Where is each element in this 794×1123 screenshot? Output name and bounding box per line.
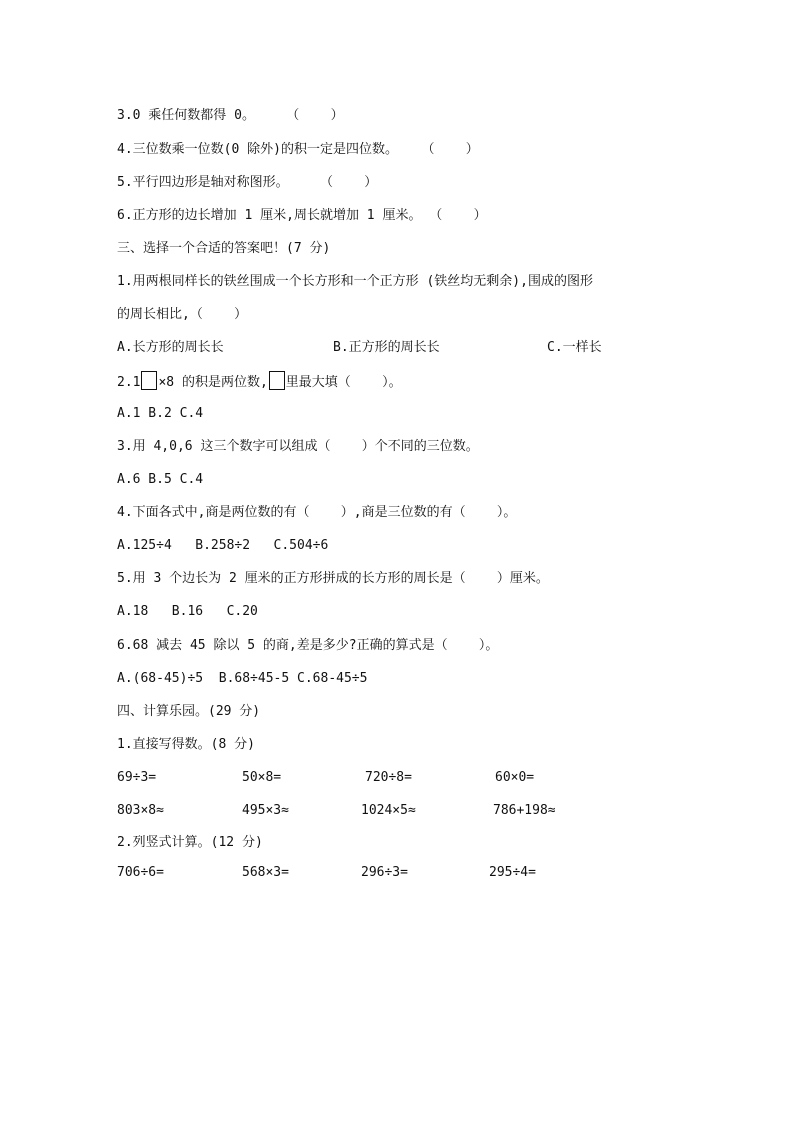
choice-5-options: A.18 B.16 C.20 (117, 604, 258, 619)
choice-1-option-a: A.长方形的周长长 (117, 340, 224, 355)
choice-question-1-line-1: 1.用两根同样长的铁丝围成一个长方形和一个正方形 (铁丝均无剩余),围成的图形 (117, 274, 593, 289)
part-1-title: 1.直接写得数。(8 分) (117, 737, 255, 752)
oral-calc-item: 720÷8= (365, 770, 412, 785)
judge-question-3: 3.0 乘任何数都得 0。 （ ） (117, 108, 344, 123)
choice-question-6: 6.68 减去 45 除以 5 的商,差是多少?正确的算式是（ ）。 (117, 638, 499, 653)
judge-question-6: 6.正方形的边长增加 1 厘米,周长就增加 1 厘米。 （ ） (117, 208, 487, 223)
estimate-item: 786+198≈ (493, 803, 556, 818)
judge-question-5: 5.平行四边形是轴对称图形。 （ ） (117, 175, 378, 190)
q2-middle: ×8 的积是两位数, (158, 375, 268, 390)
choice-question-1-line-2: 的周长相比,（ ） (117, 307, 248, 322)
part-2-title: 2.列竖式计算。(12 分) (117, 835, 263, 850)
choice-question-5: 5.用 3 个边长为 2 厘米的正方形拼成的长方形的周长是（ ）厘米。 (117, 571, 549, 586)
q2-suffix: 里最大填（ ）。 (285, 375, 402, 390)
choice-1-option-b: B.正方形的周长长 (333, 340, 440, 355)
vertical-calc-item: 706÷6= (117, 865, 164, 880)
vertical-calc-item: 568×3= (242, 865, 289, 880)
choice-question-2 (117, 371, 402, 391)
choice-1-option-c: C.一样长 (547, 340, 602, 355)
section-4-title: 四、计算乐园。(29 分) (117, 704, 261, 719)
oral-calc-item: 50×8= (242, 770, 282, 785)
estimate-item: 1024×5≈ (361, 803, 416, 818)
estimate-item: 495×3≈ (242, 803, 289, 818)
choice-6-options: A.(68-45)÷5 B.68÷45-5 C.68-45÷5 (117, 671, 368, 686)
blank-box (141, 371, 157, 390)
oral-calc-item: 69÷3= (117, 770, 157, 785)
vertical-calc-item: 295÷4= (489, 865, 536, 880)
choice-question-3: 3.用 4,0,6 这三个数字可以组成（ ）个不同的三位数。 (117, 439, 479, 454)
oral-calc-item: 60×0= (495, 770, 535, 785)
section-3-title: 三、选择一个合适的答案吧！(7 分) (117, 241, 331, 256)
q2-prefix: 2.1 (117, 375, 141, 390)
choice-question-4: 4.下面各式中,商是两位数的有（ ）,商是三位数的有（ ）。 (117, 505, 517, 520)
choice-2-options: A.1 B.2 C.4 (117, 406, 204, 421)
vertical-calc-item: 296÷3= (361, 865, 408, 880)
blank-box (269, 371, 285, 390)
estimate-item: 803×8≈ (117, 803, 164, 818)
judge-question-4: 4.三位数乘一位数(0 除外)的积一定是四位数。 （ ） (117, 142, 479, 157)
choice-3-options: A.6 B.5 C.4 (117, 472, 204, 487)
choice-4-options: A.125÷4 B.258÷2 C.504÷6 (117, 538, 329, 553)
